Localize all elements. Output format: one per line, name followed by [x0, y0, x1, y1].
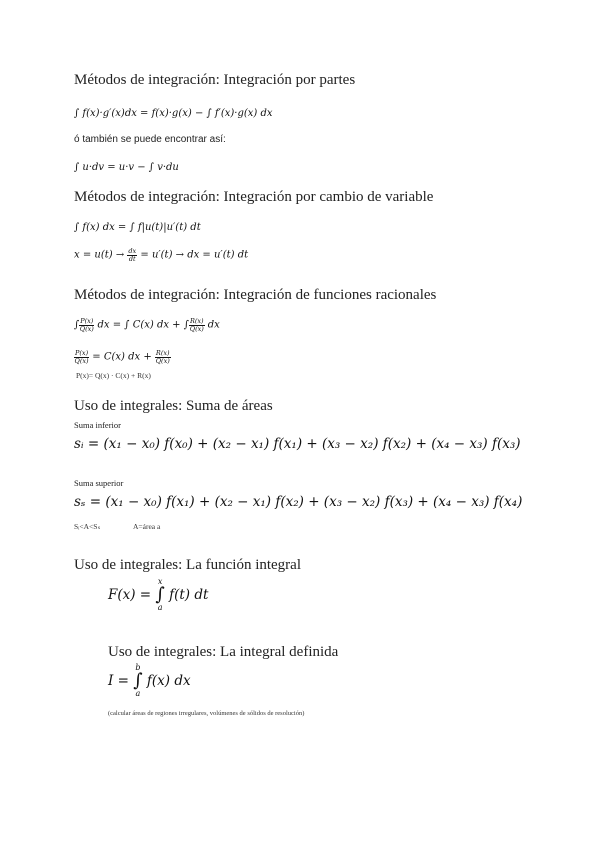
formula-partes-udv: ∫ u·dv = u·v − ∫ v·du — [74, 162, 179, 173]
label-suma-superior: Suma superior — [74, 478, 124, 488]
heading-funcion-integral: Uso de integrales: La función integral — [74, 557, 302, 573]
heading-suma-de-areas: Uso de integrales: Suma de áreas — [74, 398, 273, 414]
heading-funciones-racionales: Métodos de integración: Integración de funciones racionales — [74, 287, 437, 303]
heading-cambio-de-variable: Métodos de integración: Integración por cambio de variable — [74, 189, 434, 205]
formula-suma-superior: sₛ = (x₁ − x₀) f(x₁) + (x₂ − x₁) f(x₂) + (x₃ − x₂) f(x₃) + (x₄ − x₃) f(x₄) — [74, 494, 523, 510]
formula-cambio-substitucion: x = u(t) → $\frac{dx}{dt}$ = u′(t) → dx = u′(t) dt — [74, 247, 249, 263]
note-tambien: ó también se puede encontrar así: — [74, 134, 226, 145]
label-suma-inferior: Suma inferior — [74, 420, 121, 430]
formula-suma-inferior: sᵢ = (x₁ − x₀) f(x₀) + (x₂ − x₁) f(x₁) + (x₃ − x₂) f(x₂) + (x₄ − x₃) f(x₃) — [74, 436, 521, 452]
area-definition: A=área a — [133, 522, 161, 531]
fraction-dx-dt: $\frac{dx}{dt}$ — [128, 247, 137, 263]
formula-integral-definida: I = b ∫ a f(x) dx — [108, 663, 191, 698]
formula-racionales-division: P(x)= Q(x) · C(x) + R(x) — [76, 371, 151, 380]
note-integral-definida: (calcular áreas de regiones irregulares, volúmenes de sólidos de resolución) — [108, 710, 305, 717]
heading-integral-definida: Uso de integrales: La integral definida — [108, 644, 339, 660]
formula-funcion-integral: F(x) = x ∫ a f(t) dt — [108, 577, 209, 612]
formula-racionales-integral: ∫ $\frac{P(x)}{Q(x)}$ dx = ∫ C(x) dx + ∫ $\frac{R(x)}{Q(x)}$ dx — [74, 317, 220, 333]
formula-partes: ∫ f(x)·g′(x)dx = f(x)·g(x) − ∫ f′(x)·g(x) dx — [74, 108, 273, 119]
formula-racionales-cociente: $\frac{P(x)}{Q(x)}$ = C(x) dx + $\frac{R(x)}{Q(x)}$ — [74, 349, 170, 365]
formula-cambio-variable: ∫ f(x) dx = ∫ f|u(t)|u′(t) dt — [74, 222, 201, 233]
inequality-sums: Sᵢ<A<Sₛ — [74, 522, 101, 531]
heading-integracion-por-partes: Métodos de integración: Integración por partes — [74, 72, 356, 88]
